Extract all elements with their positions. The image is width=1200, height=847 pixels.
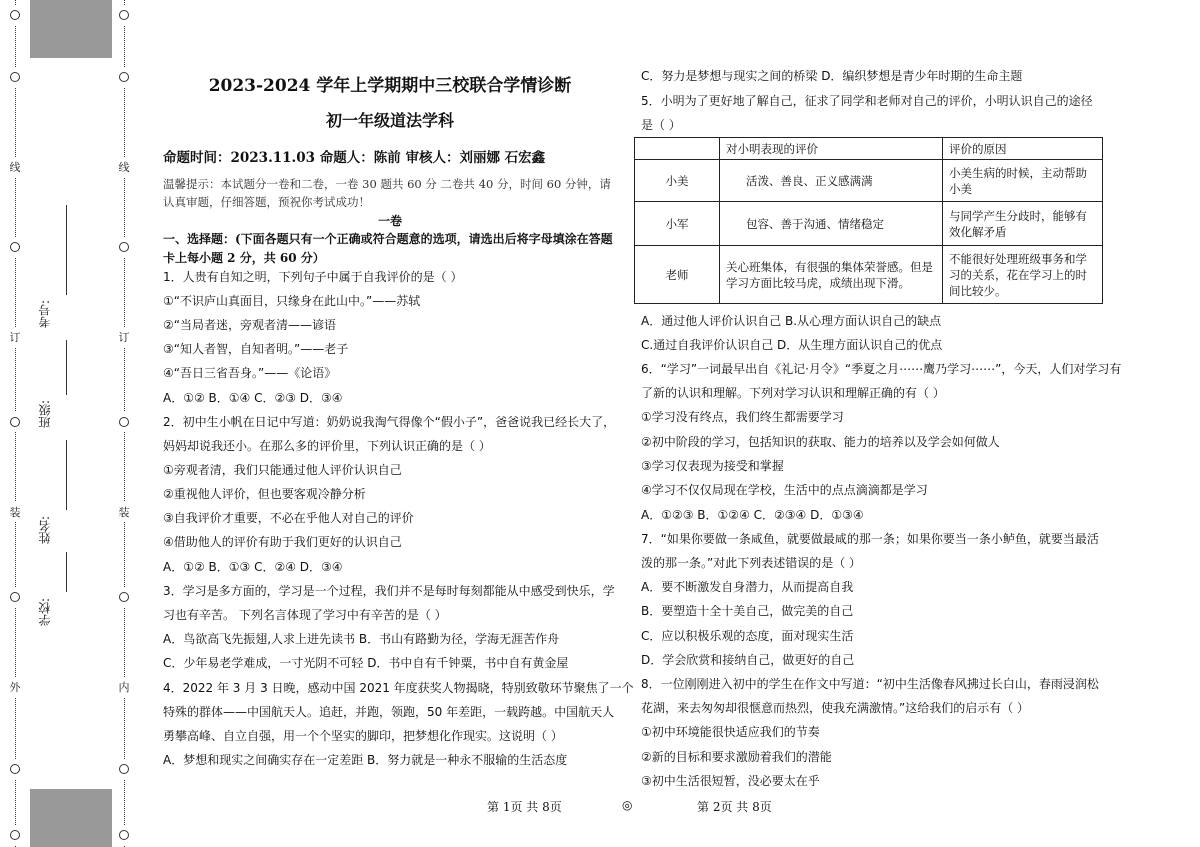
margin-mark-ding: 订: [5, 327, 25, 347]
table-cell-reason: 与同学产生分歧时，能够有效化解矛盾: [943, 202, 1103, 246]
question-line: 勇攀高峰、自立自强，用一个个坚实的脚印，把梦想化作现实。这说明（ ）: [163, 729, 563, 743]
margin-mark-xian: 线: [5, 157, 25, 177]
margin-mark: [114, 237, 134, 257]
table-cell-reason: 不能很好处理班级事务和学习的关系，花在学习上的时间比较少。: [943, 246, 1103, 304]
margin-mark: [114, 67, 134, 87]
table-row: [635, 246, 1103, 304]
section-heading: 一、选择题：(下面各题只有一个正确或符合题意的选项，请选出后将字母填涂在答题: [163, 232, 613, 246]
question-line: 6．“学习”一词最早出自《礼记·月令》“季夏之月⋯⋯鹰乃学习⋯⋯”，今天，人们对学习有: [641, 362, 1122, 376]
circle-icon: [10, 242, 20, 252]
student-info-band: [30, 0, 112, 847]
circle-icon: [119, 417, 129, 427]
circle-icon: [119, 830, 129, 840]
question-options: A．①②③ B．①②④ C．②③④ D．①③④: [641, 508, 864, 522]
table-header-cell: 对小明表现的评价: [720, 138, 943, 160]
margin-mark-zhuang: 装: [5, 502, 25, 522]
question-line: 泼的那一条。”对此下列表述错误的是（ ）: [641, 556, 862, 570]
field-label-school: 学校:: [38, 598, 52, 627]
question-options: A．要不断激发自身潜力，从而提高自我: [641, 580, 854, 594]
margin-mark: [5, 587, 25, 607]
question-options: A．①② B．①④ C．②③ D．③④: [163, 391, 343, 405]
table-header-cell: 评价的原因: [943, 138, 1103, 160]
circle-icon: [10, 830, 20, 840]
table-cell-who: 老师: [635, 246, 720, 304]
margin-mark: [5, 412, 25, 432]
page-number-right: 第 2页 共 8页: [697, 800, 772, 814]
circle-icon: [119, 242, 129, 252]
section-heading: 卡上每小题 2 分，共 60 分）: [163, 251, 325, 265]
table-row: [635, 202, 1103, 246]
table-cell-reason: 小美生病的时候，主动帮助小美: [943, 160, 1103, 202]
question-line: 妈妈却说我还小。在那么多的评价里，下列认识正确的是（ ）: [163, 439, 491, 453]
question-options: D．学会欣赏和接纳自己，做更好的自己: [641, 653, 855, 667]
table-cell-evaluation: 活泼、善良、正义感满满: [720, 160, 943, 202]
table-header-row: [635, 138, 1103, 160]
circle-icon: [119, 10, 129, 20]
question-options: A．梦想和现实之间确实存在一定差距 B．努力就是一种永不服输的生活态度: [163, 753, 568, 767]
question-options: C．努力是梦想与现实之间的桥梁 D．编织梦想是青少年时期的生命主题: [641, 69, 1023, 83]
name-underline[interactable]: [66, 440, 67, 510]
question-line: 了新的认识和理解。下列对学习认识和理解正确的有（ ）: [641, 386, 945, 400]
question-line: 7．“如果你要做一条咸鱼，就要做最咸的那一条；如果你要当一条小鲈鱼，就要当最活: [641, 532, 1099, 546]
field-label-exam-number: 考号:: [38, 300, 52, 329]
circle-icon: [10, 72, 20, 82]
question-line: ①学习没有终点，我们终生都需要学习: [641, 410, 844, 424]
question-line: 2．初中生小帆在日记中写道：奶奶说我淘气得像个“假小子”，爸爸说我已经长大了，: [163, 415, 616, 429]
binding-margin-outer: [0, 0, 30, 847]
question-line: 3．学习是多方面的，学习是一个过程，我们并不是每时每刻都能从中感受到快乐，学: [163, 584, 615, 598]
question-line: ②初中阶段的学习，包括知识的获取、能力的培养以及学会如何做人: [641, 435, 1000, 449]
margin-mark-nei: 内: [114, 677, 134, 697]
margin-mark: [5, 237, 25, 257]
question-line: 5．小明为了更好地了解自己，征求了同学和老师对自己的评价，小明认识自己的途径: [641, 94, 1093, 108]
question-options: A．通过他人评价认识自己 B.从心理方面认识自己的缺点: [641, 314, 942, 328]
footer-separator-icon: ◎: [622, 798, 633, 812]
exam-title: 2023-2024 学年上学期期中三校联合学情诊断: [208, 76, 572, 96]
margin-mark-ding: 订: [114, 327, 134, 347]
margin-mark-wai: 外: [5, 677, 25, 697]
margin-mark: [114, 412, 134, 432]
margin-mark: [114, 5, 134, 25]
table-header-cell: [635, 138, 720, 160]
question-options: C．应以积极乐观的态度，面对现实生活: [641, 629, 854, 643]
class-underline[interactable]: [66, 340, 67, 395]
margin-mark: [5, 759, 25, 779]
margin-mark: [114, 759, 134, 779]
question-options: A．鸟欲高飞先振翅,人求上进先读书 B．书山有路勤为径，学海无涯苦作舟: [163, 632, 560, 646]
tip-line: 温馨提示：本试题分一卷和二卷，一卷 30 题共 60 分 二卷共 40 分，时间 60 分钟，请: [163, 177, 611, 191]
field-label-class: 班级:: [38, 400, 52, 429]
margin-mark: [5, 825, 25, 845]
question-line: ②重视他人评价，但也要客观冷静分析: [163, 487, 366, 501]
question-line: ①初中环境能很快适应我们的节奏: [641, 725, 820, 739]
margin-mark-xian: 线: [114, 157, 134, 177]
circle-icon: [119, 764, 129, 774]
circle-icon: [10, 417, 20, 427]
question-options: C．少年易老学难成，一寸光阴不可轻 D．书中自有千钟粟，书中自有黄金屋: [163, 656, 569, 670]
school-underline[interactable]: [66, 552, 67, 592]
table-cell-evaluation: 关心班集体，有很强的集体荣誉感。但是学习方面比较马虎，成绩出现下滑。: [720, 246, 943, 304]
question-options: C.通过自我评价认识自己 D．从生理方面认识自己的优点: [641, 338, 943, 352]
question-line: 特殊的群体——中国航天人。追赶，并跑，领跑，50 年差距，一载跨越。中国航天人: [163, 705, 615, 719]
exam-subtitle: 初一年级道法学科: [325, 111, 454, 130]
volume-label: 一卷: [377, 214, 402, 228]
binding-margin-inner: [112, 0, 140, 847]
margin-mark: [5, 67, 25, 87]
question-line: ④学习不仅仅局现在学校，生活中的点点滴滴都是学习: [641, 483, 928, 497]
question-line: ③“知人者智，自知者明。”——老子: [163, 342, 349, 356]
circle-icon: [119, 72, 129, 82]
table-cell-who: 小美: [635, 160, 720, 202]
circle-icon: [10, 764, 20, 774]
margin-mark: [5, 5, 25, 25]
evaluation-table: [634, 137, 1103, 304]
table-cell-evaluation: 包容、善于沟通、情绪稳定: [720, 202, 943, 246]
exam-number-underline[interactable]: [66, 205, 67, 295]
question-options: B．要塑造十全十美自己，做完美的自己: [641, 604, 854, 618]
question-line: 8．一位刚刚进入初中的学生在作文中写道：“初中生活像春风拂过长白山，春雨浸润松: [641, 677, 1099, 691]
question-line: ③初中生活很短暂，没必要太在乎: [641, 774, 820, 788]
exam-meta: 命题时间：2023.11.03 命题人：陈前 审核人：刘丽娜 石宏鑫: [163, 150, 546, 166]
question-line: 1．人贵有自知之明，下列句子中属于自我评价的是（ ）: [163, 270, 463, 284]
question-line: ③学习仅表现为接受和掌握: [641, 459, 784, 473]
question-line: 花湖，来去匆匆却很惬意而热烈，使我充满激情。”这给我们的启示有（ ）: [641, 701, 1030, 715]
margin-mark-zhuang: 装: [114, 502, 134, 522]
question-line: ④“吾日三省吾身。”——《论语》: [163, 366, 337, 380]
question-line: ③自我评价才重要，不必在乎他人对自己的评价: [163, 511, 414, 525]
tip-line: 认真审题，仔细答题，预祝你考试成功！: [163, 195, 370, 209]
question-line: 是（ ）: [641, 118, 681, 132]
table-cell-who: 小军: [635, 202, 720, 246]
gray-block-top: [30, 0, 112, 58]
margin-mark: [114, 825, 134, 845]
margin-mark: [114, 587, 134, 607]
page-number-left: 第 1页 共 8页: [487, 800, 562, 814]
circle-icon: [10, 10, 20, 20]
circle-icon: [10, 592, 20, 602]
question-line: ②新的目标和要求激励着我们的潜能: [641, 750, 832, 764]
question-line: ①“不识庐山真面目，只缘身在此山中。”——苏轼: [163, 294, 421, 308]
field-label-name: 姓名:: [38, 516, 52, 545]
question-line: ④借助他人的评价有助于我们更好的认识自己: [163, 535, 402, 549]
question-options: A．①② B．①③ C．②④ D．③④: [163, 560, 343, 574]
circle-icon: [119, 592, 129, 602]
question-line: 习也有辛苦。 下列名言体现了学习中有辛苦的是（ ）: [163, 608, 447, 622]
table-row: [635, 160, 1103, 202]
question-line: ②“当局者迷，旁观者清——谚语: [163, 318, 336, 332]
question-line: ①旁观者清，我们只能通过他人评价认识自己: [163, 463, 402, 477]
question-line: 4．2022 年 3 月 3 日晚，感动中国 2021 年度获奖人物揭晓，特别致敬环节聚焦了一个: [163, 681, 634, 695]
gray-block-bottom: [30, 789, 112, 847]
